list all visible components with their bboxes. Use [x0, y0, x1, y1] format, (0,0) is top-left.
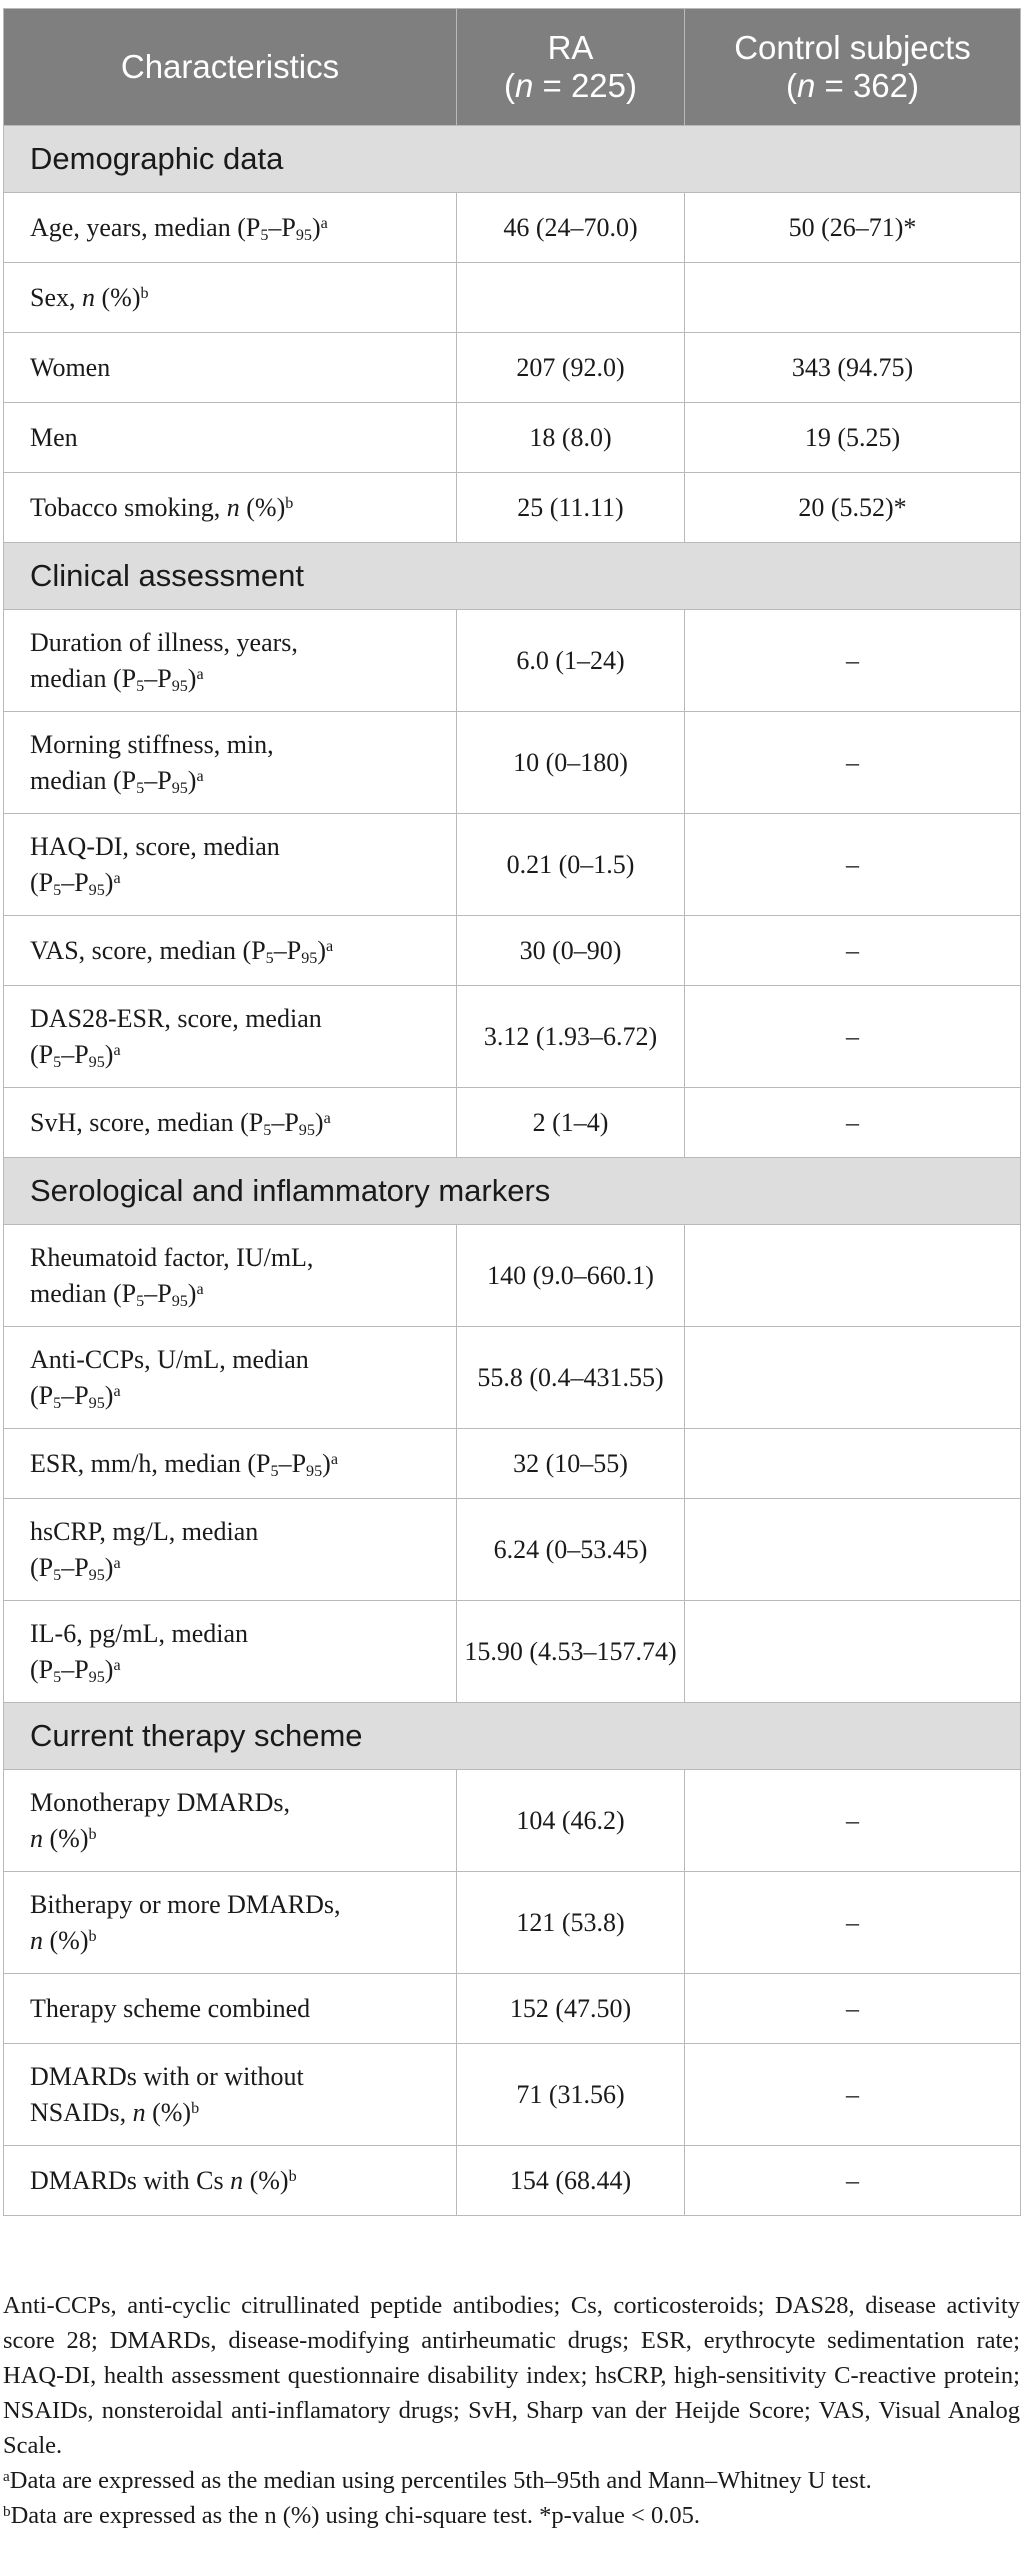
table-row: [4, 1225, 1021, 1327]
row-label: VAS, score, median $(P_5-P_{95})^a$: [4, 916, 457, 986]
row-control-value: –: [685, 986, 1021, 1088]
footnote-b: $^b$Data are expressed as the n (%) using chi-square test. *p-value < 0.05.: [3, 2502, 700, 2529]
row-control-value: –: [685, 712, 1021, 814]
table-row: [4, 610, 1021, 712]
row-control-value: 50 (26–71)*: [685, 193, 1021, 263]
row-ra-value: 140 (9.0–660.1): [457, 1225, 685, 1327]
row-ra-value: 71 (31.56): [457, 2044, 685, 2146]
section-demographic: Demographic data: [4, 126, 1021, 193]
table-row: [4, 712, 1021, 814]
section-therapy: Current therapy scheme: [4, 1703, 1021, 1770]
row-label: IL-6, pg/mL, median $(P_5-P_{95})^a$: [4, 1601, 457, 1703]
row-label: hsCRP, mg/L, median $(P_5-P_{95})^a$: [4, 1499, 457, 1601]
row-label: Bitherapy or more DMARDs, n (%)$^b$: [4, 1872, 457, 1974]
row-ra-value: 2 (1–4): [457, 1088, 685, 1158]
row-control-value: –: [685, 1088, 1021, 1158]
table-row: [4, 403, 1021, 473]
row-control-value: 20 (5.52)*: [685, 473, 1021, 543]
row-control-value: [685, 1499, 1021, 1601]
row-label: Men: [4, 403, 457, 473]
row-ra-value: 207 (92.0): [457, 333, 685, 403]
row-control-value: [685, 1601, 1021, 1703]
row-label: DMARDs with Cs n (%)$^b$: [4, 2146, 457, 2216]
row-label: Monotherapy DMARDs, n (%)$^b$: [4, 1770, 457, 1872]
row-ra-value: 30 (0–90): [457, 916, 685, 986]
row-label: SvH, score, median $(P_5-P_{95})^a$: [4, 1088, 457, 1158]
row-control-value: –: [685, 2146, 1021, 2216]
row-ra-value: 3.12 (1.93–6.72): [457, 986, 685, 1088]
row-label: Anti-CCPs, U/mL, median $(P_5-P_{95})^a$: [4, 1327, 457, 1429]
row-control-value: –: [685, 814, 1021, 916]
table-footnotes: [3, 2288, 1020, 2533]
row-control-value: –: [685, 610, 1021, 712]
row-label: DAS28-ESR, score, median $(P_5-P_{95})^a$: [4, 986, 457, 1088]
table-row: [4, 1088, 1021, 1158]
row-ra-value: 15.90 (4.53–157.74): [457, 1601, 685, 1703]
row-label: Therapy scheme combined: [4, 1974, 457, 2044]
row-ra-value: 46 (24–70.0): [457, 193, 685, 263]
table-row: [4, 814, 1021, 916]
row-label: Rheumatoid factor, IU/mL, median $(P_5-P_{95})^a$: [4, 1225, 457, 1327]
table-row: [4, 1974, 1021, 2044]
row-control-value: –: [685, 1974, 1021, 2044]
table-row: [4, 193, 1021, 263]
row-ra-value: 25 (11.11): [457, 473, 685, 543]
row-ra-value: 6.0 (1–24): [457, 610, 685, 712]
table-row: [4, 2044, 1021, 2146]
table-row: [4, 1601, 1021, 1703]
row-ra-value: 121 (53.8): [457, 1872, 685, 1974]
row-label: DMARDs with or without NSAIDs, n (%)$^b$: [4, 2044, 457, 2146]
row-control-value: 343 (94.75): [685, 333, 1021, 403]
row-label: Age, years, median $(P_5-P_{95})^a$: [4, 193, 457, 263]
row-ra-value: 55.8 (0.4–431.55): [457, 1327, 685, 1429]
row-control-value: [685, 1327, 1021, 1429]
characteristics-table: [3, 8, 1021, 2216]
table-row: [4, 2146, 1021, 2216]
row-control-value: –: [685, 1872, 1021, 1974]
header-ra: RA (n = 225): [457, 9, 685, 126]
table-row: [4, 1429, 1021, 1499]
table-row: [4, 1770, 1021, 1872]
section-clinical: Clinical assessment: [4, 543, 1021, 610]
footnote-abbreviations: Anti-CCPs, anti-cyclic citrullinated peptide antibodies; Cs, corticosteroids; DAS28, disease activity score 28; DMARDs, disease-modifying antirheumatic drugs; ESR, erythrocyte sedimentation rate; HAQ-DI, health assessment questionnaire disability index; hsCRP, high-sensitivity C-reactive protein; NSAIDs, nonsteroidal anti-inflamatory drugs; SvH, Sharp van der Heijde Score; VAS, Visual Analog Scale.: [3, 2292, 1020, 2459]
table-row: [4, 1327, 1021, 1429]
footnote-a: $^a$Data are expressed as the median using percentiles 5th–95th and Mann–Whitney U test.: [3, 2467, 872, 2494]
table-row: [4, 1872, 1021, 1974]
row-ra-value: 10 (0–180): [457, 712, 685, 814]
row-control-value: [685, 1225, 1021, 1327]
row-control-value: –: [685, 1770, 1021, 1872]
row-ra-value: 154 (68.44): [457, 2146, 685, 2216]
row-ra-value: 18 (8.0): [457, 403, 685, 473]
table-row: [4, 916, 1021, 986]
row-control-value: 19 (5.25): [685, 403, 1021, 473]
row-label: ESR, mm/h, median $(P_5-P_{95})^a$: [4, 1429, 457, 1499]
row-control-value: [685, 1429, 1021, 1499]
table-row: [4, 333, 1021, 403]
row-label: Sex, n (%)$^b$: [4, 263, 457, 333]
row-label: Morning stiffness, min, median $(P_5-P_{95})^a$: [4, 712, 457, 814]
row-label: HAQ-DI, score, median $(P_5-P_{95})^a$: [4, 814, 457, 916]
table-header-row: [4, 9, 1021, 126]
row-ra-value: 104 (46.2): [457, 1770, 685, 1872]
row-ra-value: [457, 263, 685, 333]
table-row: [4, 263, 1021, 333]
row-label: Tobacco smoking, n (%)$^b$: [4, 473, 457, 543]
table-row: [4, 473, 1021, 543]
header-characteristics: Characteristics: [4, 9, 457, 126]
section-serological: Serological and inflammatory markers: [4, 1158, 1021, 1225]
row-ra-value: 0.21 (0–1.5): [457, 814, 685, 916]
header-control: Control subjects (n = 362): [685, 9, 1021, 126]
table-row: [4, 986, 1021, 1088]
row-label: Duration of illness, years, median $(P_5-P_{95})^a$: [4, 610, 457, 712]
table-row: [4, 1499, 1021, 1601]
row-ra-value: 6.24 (0–53.45): [457, 1499, 685, 1601]
row-label: Women: [4, 333, 457, 403]
row-control-value: [685, 263, 1021, 333]
row-ra-value: 152 (47.50): [457, 1974, 685, 2044]
row-ra-value: 32 (10–55): [457, 1429, 685, 1499]
row-control-value: –: [685, 916, 1021, 986]
row-control-value: –: [685, 2044, 1021, 2146]
